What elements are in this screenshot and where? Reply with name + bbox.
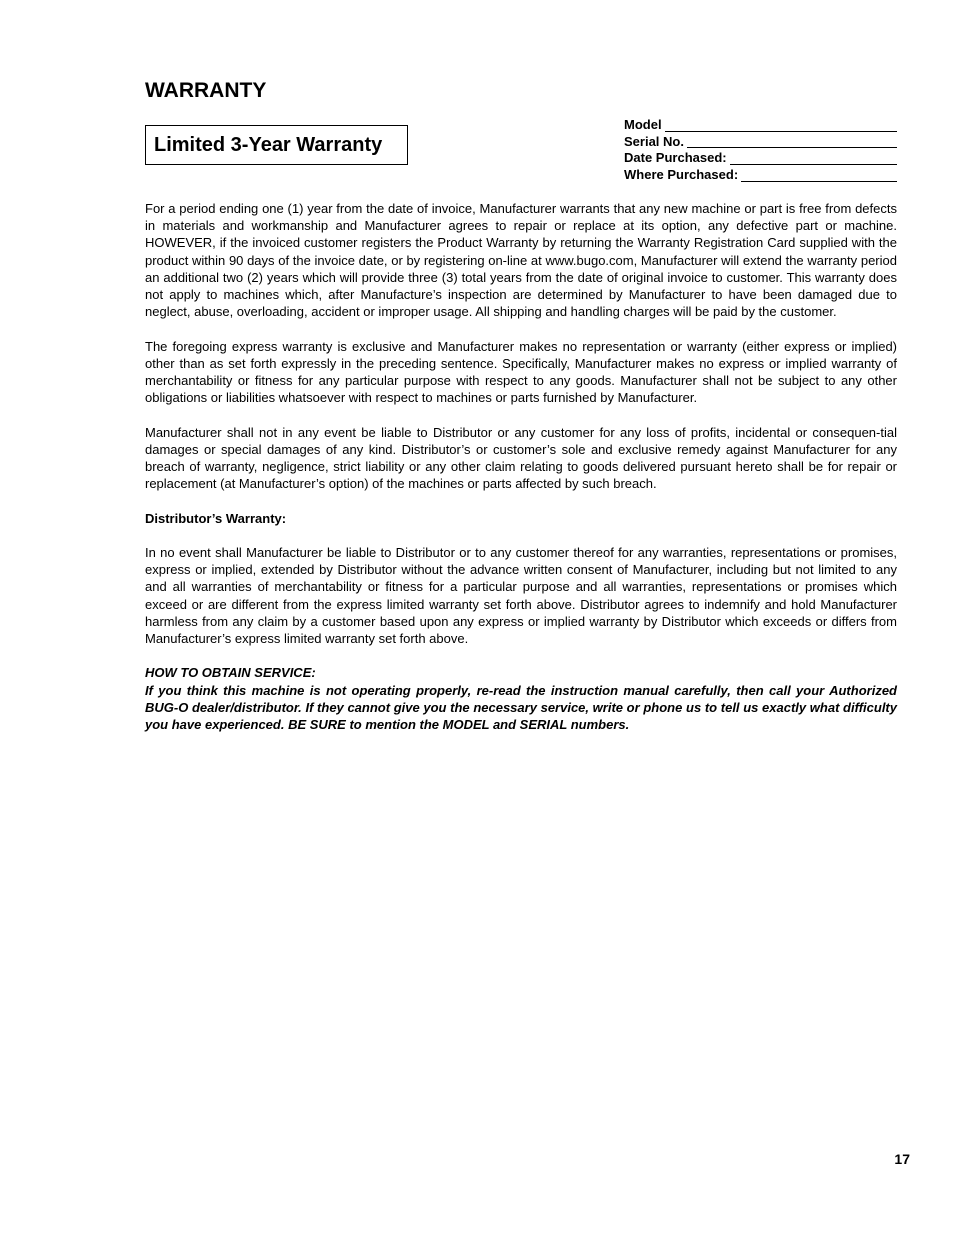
date-purchased-label: Date Purchased: bbox=[624, 150, 727, 166]
where-purchased-label: Where Purchased: bbox=[624, 167, 739, 183]
warranty-paragraph-2: The foregoing express warranty is exclusive and Manufacturer makes no representation or warranty (either express or implied) other than as set forth expressly in the preceding sentence. Specifically, Manufacturer makes no express or implied warranty of merchantability or fitness for any particular purpose with respect to any goods. Manufacturer shall not be subject to any other obligations or liabilities whatsoever with respect to machines or parts furnished by Manufacturer. bbox=[145, 338, 897, 406]
warranty-title-box: Limited 3-Year Warranty bbox=[145, 125, 408, 165]
service-heading: HOW TO OBTAIN SERVICE: bbox=[145, 665, 316, 681]
warranty-paragraph-3: Manufacturer shall not in any event be liable to Distributor or any customer for any loss of profits, incidental or consequen-tial damages or special damages of any kind. Distributor’s or customer’s sole and exclusive remedy against Manufacturer for any breach of warranty, negligence, strict liability or any other claim relating to goods delivered pursuant hereto shall be for repair or replacement (at Manufacturer’s option) of the machines or parts affected by such breach. bbox=[145, 424, 897, 492]
date-purchased-blank-line bbox=[730, 164, 897, 165]
model-field bbox=[624, 117, 897, 134]
serial-number-blank-line bbox=[687, 147, 897, 148]
model-label: Model bbox=[624, 116, 662, 132]
where-purchased-field bbox=[624, 167, 897, 184]
date-purchased-field bbox=[624, 150, 897, 167]
serial-number-label: Serial No. bbox=[624, 133, 684, 149]
page-heading: WARRANTY bbox=[145, 79, 267, 102]
model-blank-line bbox=[665, 131, 897, 132]
page-number: 17 bbox=[894, 1151, 910, 1167]
distributor-warranty-heading: Distributor’s Warranty: bbox=[145, 510, 287, 526]
service-section bbox=[145, 664, 897, 733]
warranty-body bbox=[145, 200, 897, 750]
serial-number-field bbox=[624, 134, 897, 151]
distributor-warranty-paragraph: In no event shall Manufacturer be liable to Distributor or to any customer thereof for any warranties, representations or promises, express or implied, extended by Distributor without the advance written consent of Manufacturer, including but not limited to any and all warranties of merchantability or fitness for a particular purpose and all warranties, representations or promises which exceed or are different from the express limited warranty set forth above. Distributor agrees to indemnify and hold Manufacturer harmless from any claim by a customer based upon any express or implied warranty by Distributor which exceeds or differs from Manufacturer’s express limited warranty set forth above. bbox=[145, 545, 897, 647]
registration-fields bbox=[624, 117, 897, 184]
warranty-paragraph-1: For a period ending one (1) year from the date of invoice, Manufacturer warrants that any new machine or part is free from defects in materials and workmanship and Manufacturer agrees to repair or replace at its option, any defective part or machine. HOWEVER, if the invoiced customer registers the Product Warranty by returning the Warranty Registration Card supplied with the product within 90 days of the invoice date, or by registering on-line at www.bugo.com, Manufacturer will extend the warranty period an additional two (2) years which will provide three (3) total years from the date of original invoice to customer. This warranty does not apply to machines which, after Manufacture’s inspection are determined by Manufacturer to have been damaged due to neglect, abuse, overloading, accident or improper usage. All shipping and handling charges will be paid by the customer. bbox=[145, 201, 897, 320]
where-purchased-blank-line bbox=[741, 181, 897, 182]
service-paragraph: If you think this machine is not operating properly, re-read the instruction manual carefully, then call your Authorized BUG-O dealer/distributor. If they cannot give you the necessary service, write or phone us to tell us exactly what difficulty you have experienced. BE SURE to mention the MODEL and SERIAL numbers. bbox=[145, 682, 897, 733]
